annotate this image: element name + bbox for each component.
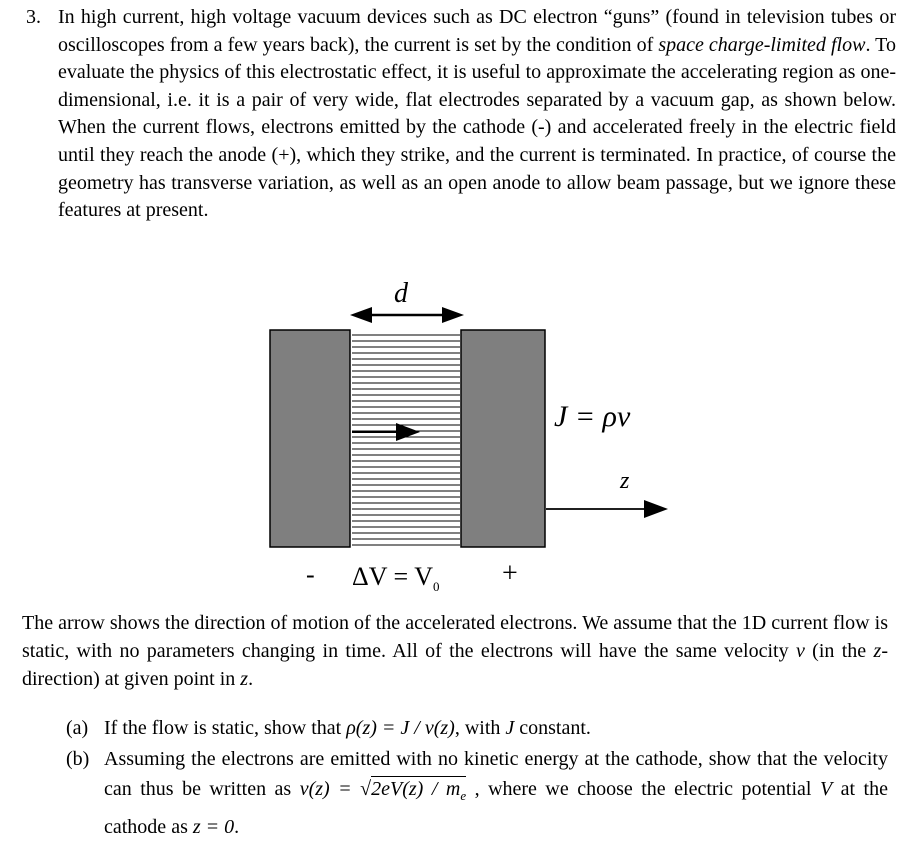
part-a-J: J	[505, 717, 514, 739]
part-a-text-2: , with	[455, 717, 506, 739]
body-z: z	[874, 640, 882, 662]
part-b-eq-inner: 2eV(z) / m	[371, 778, 460, 800]
cathode-sign: -	[306, 560, 315, 590]
anode-electrode	[461, 330, 545, 547]
sqrt-radicand	[371, 776, 466, 800]
current-density-equation	[554, 400, 630, 434]
part-a-text-3: constant.	[514, 717, 591, 739]
voltage-eq-text: ΔV = V	[352, 562, 433, 591]
problem-number: 3.	[26, 4, 41, 32]
cathode-electrode	[270, 330, 350, 547]
part-b-V: V	[820, 778, 832, 800]
part-a-text-1: If the flow is static, show that	[104, 717, 346, 739]
voltage-equation	[352, 562, 440, 595]
body-text-1: The arrow shows the direction of motion of the accelerated electrons. We assume that the 1D current flow is static, with no parameters changing in time. All of the electrons will have the same velocity	[22, 612, 888, 662]
voltage-subscript: 0	[433, 579, 440, 594]
part-a-equation: ρ(z) = J / v(z)	[346, 717, 455, 739]
body-text-2: (in the	[805, 640, 874, 662]
intro-text-2: . To evaluate the physics of this electrostatic effect, it is useful to approximate the accelerating region as one-dimensional, i.e. it is a pair of very wide, flat electrodes separated by a vacuum gap, as shown below. When the current flows, electrons emitted by the cathode (-) and accelerated freely in the electric field until they reach the anode (+), which they strike, and the current is terminated. In practice, of course the geometry has transverse variation, as well as an open anode to allow beam passage, but we ignore these features at present.	[58, 34, 896, 222]
part-b-label: (b)	[66, 744, 89, 775]
part-a-label: (a)	[66, 713, 88, 744]
problem-3	[26, 4, 896, 225]
part-b-eq-lhs: v(z) =	[300, 778, 360, 800]
body-v: v	[796, 640, 805, 662]
current-eq-text: J = ρv	[554, 400, 630, 433]
part-a	[66, 713, 888, 744]
body-z2: z	[240, 668, 248, 690]
part-b-eq-sub: e	[460, 788, 466, 803]
body-text-4: .	[248, 668, 253, 690]
z-axis-arrowhead	[644, 500, 668, 518]
sqrt-sign: √	[360, 778, 371, 800]
body-text-3: -direction) at given point in	[22, 640, 888, 690]
part-b	[66, 744, 888, 842]
part-b-text-4: .	[234, 816, 239, 838]
intro-emphasis: space charge-limited flow	[658, 34, 865, 56]
part-b-text-1: Assuming the electrons are emitted with no kinetic energy at the cathode, show that the velocity can thus be written as	[104, 748, 888, 801]
part-b-text-2: , where we choose the electric potential	[466, 778, 820, 800]
figure-drawing	[260, 278, 700, 603]
gap-arrow-right	[442, 307, 464, 323]
problem-intro	[58, 4, 896, 225]
electrode-figure	[260, 278, 700, 603]
problem-parts	[66, 713, 888, 842]
motion-description	[22, 609, 888, 693]
intro-text-1: In high current, high voltage vacuum devices such as DC electron “guns” (found in television tubes or oscilloscopes from a few years back), the current is set by the condition of	[58, 6, 896, 56]
part-b-velocity-equation	[300, 776, 466, 800]
part-b-text-3: at the cathode as	[104, 778, 888, 838]
gap-arrow-left	[350, 307, 372, 323]
anode-sign: +	[502, 558, 518, 590]
gap-hatching	[352, 335, 460, 545]
part-b-eq2: z = 0	[193, 816, 234, 838]
electron-direction-arrowhead	[396, 423, 420, 441]
gap-label: d	[394, 278, 408, 310]
z-axis-label: z	[620, 468, 629, 495]
